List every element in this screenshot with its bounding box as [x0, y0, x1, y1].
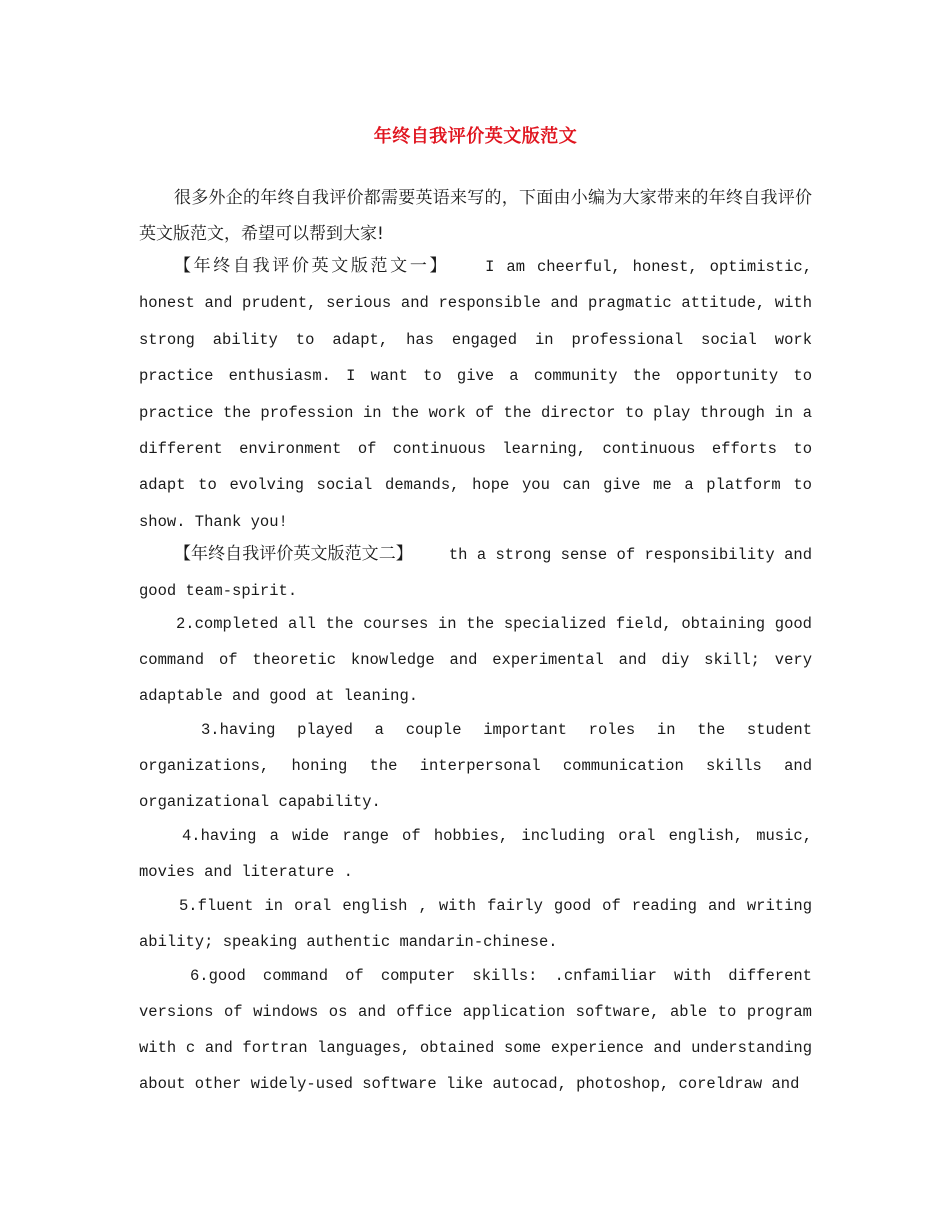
document-title: 年终自我评价英文版范文	[373, 126, 578, 147]
list-item: 3.having played a couple important roles in the student organizations, honing the interpersonal communication skills and organizational capability.	[139, 721, 812, 811]
sample-2-heading: 【年终自我评价英文版范文二】	[174, 544, 413, 564]
list-item: 6.good command of computer skills: .cnfamiliar with different versions of windows os and office application software, able to program with c and fortran languages, obtained some experience and understanding about other widely-used software like autocad, photoshop, coreldraw and	[139, 967, 812, 1093]
list-item: 4.having a wide range of hobbies, including oral english, music, movies and literature .	[139, 827, 812, 881]
sample-1-text: I am cheerful, honest, optimistic, honest and prudent, serious and responsible and pragmatic attitude, with strong ability to adapt, has engaged in professional social work practice enthusiasm. I want to give a community the opportunity to practice the profession in the work of the director to play through in a different environment of continuous learning, continuous efforts to adapt to evolving social demands, hope you can give me a platform to show. Thank you!	[139, 258, 812, 531]
intro-paragraph: 很多外企的年终自我评价都需要英语来写的，下面由小编为大家带来的年终自我评价英文版范文，希望可以帮到大家!	[139, 188, 812, 244]
sample-2-paragraph	[139, 536, 812, 610]
sample-1-heading: 【年终自我评价英文版范文一】	[174, 256, 450, 276]
list-item: 5.fluent in oral english , with fairly good of reading and writing ability; speaking authentic mandarin-chinese.	[139, 897, 812, 951]
sample-2-text: th a strong sense of responsibility and good team-spirit.	[139, 546, 813, 601]
sample-1-paragraph	[139, 248, 812, 540]
list-item: 2.completed all the courses in the specialized field, obtaining good command of theoretic knowledge and experimental and diy skill; very adaptable and good at leaning.	[139, 615, 812, 705]
